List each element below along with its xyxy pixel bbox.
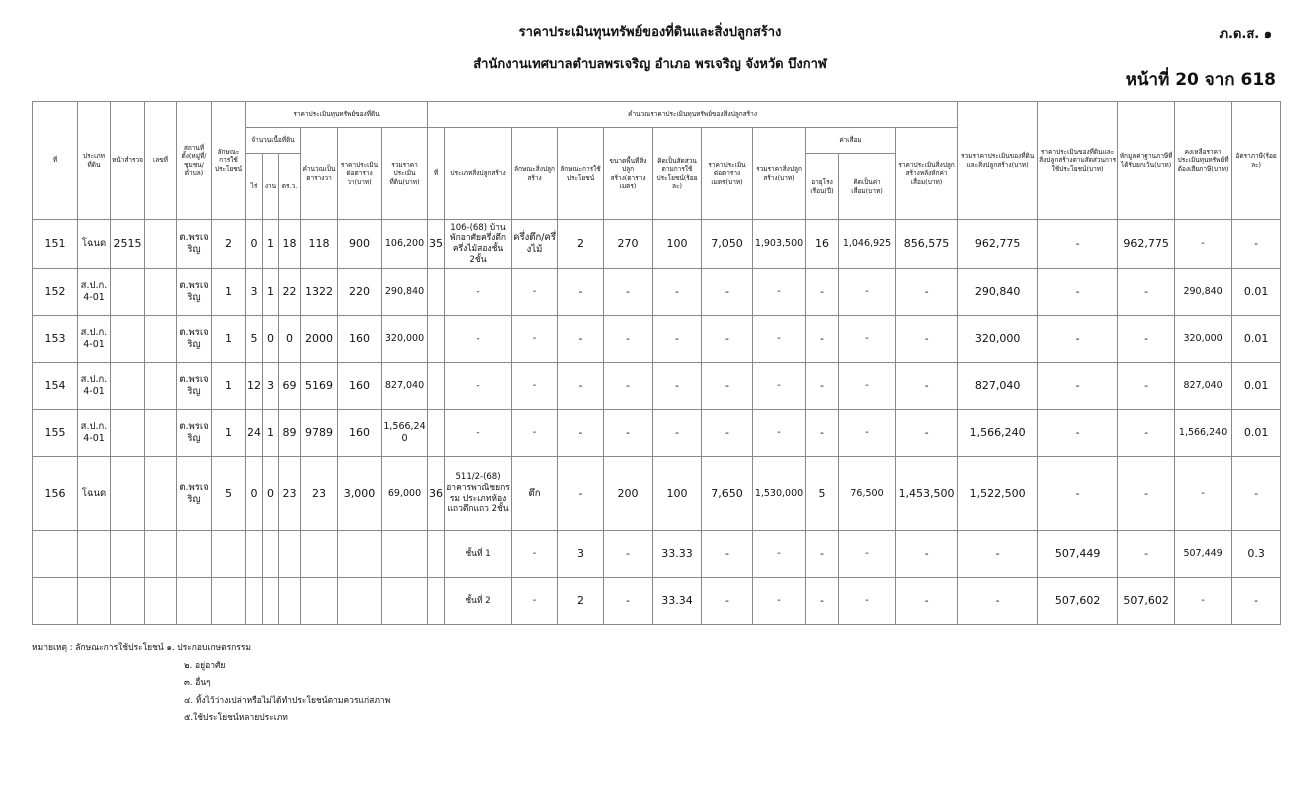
col-bldg-type: ประเภทสิ่งปลูกสร้าง [445,128,512,220]
cell-land-total: 106,200 [382,220,428,269]
cell-bldg-no [428,578,445,625]
cell-wah: 23 [279,457,301,531]
cell-wah [279,578,301,625]
cell-sum-total: 320,000 [958,316,1038,363]
cell-bldg-price-per: - [702,316,753,363]
cell-no [33,578,78,625]
cell-number [145,269,177,316]
cell-usage: 1 [212,316,246,363]
cell-age: - [806,363,839,410]
cell-bldg-price-per: 7,650 [702,457,753,531]
cell-bldg-type: ชั้นที่ 2 [445,578,512,625]
cell-sum-total: 827,040 [958,363,1038,410]
note-item: ๑. ประกอบเกษตรกรรม [166,643,252,653]
cell-ngan: 3 [263,363,279,410]
cell-survey-page [111,269,145,316]
cell-bldg-usage: 2 [558,220,604,269]
col-location: สถานที่ตั้ง(หมู่ที่/ชุมชน/ตำบล) [177,102,212,220]
cell-sum-total: 1,566,240 [958,410,1038,457]
form-code: ภ.ด.ส. ๑ [1219,27,1272,42]
cell-rai [246,531,263,578]
cell-tax-rate: - [1232,578,1281,625]
table-row [33,363,1281,410]
cell-bldg-after: - [896,410,958,457]
cell-bldg-size: - [604,316,653,363]
cell-bldg-usage: - [558,363,604,410]
cell-location: ต.พรเจริญ [177,269,212,316]
cell-bldg-no [428,269,445,316]
col-doc-type: ประเภทที่ดิน [78,102,111,220]
cell-bldg-pct: - [653,269,702,316]
cell-age: 5 [806,457,839,531]
cell-prop-value: - [1038,269,1118,316]
cell-rai: 5 [246,316,263,363]
cell-land-total: 290,840 [382,269,428,316]
area-group-header: จำนวนเนื้อที่ดิน [246,128,301,154]
cell-bldg-total: - [753,269,806,316]
cell-survey-page [111,316,145,363]
cell-bldg-char: - [512,363,558,410]
cell-rai: 0 [246,457,263,531]
land-group-header: ราคาประเมินทุนทรัพย์ของที่ดิน [246,102,428,128]
cell-survey-page [111,410,145,457]
cell-age: - [806,410,839,457]
cell-no: 156 [33,457,78,531]
cell-location: ต.พรเจริญ [177,363,212,410]
col-depr-amt: คิดเป็นค่าเสื่อม(บาท) [839,154,896,220]
cell-remaining: 320,000 [1175,316,1232,363]
cell-location: ต.พรเจริญ [177,410,212,457]
col-bldg-price-per: ราคาประเมินต่อตารางเมตร(บาท) [702,128,753,220]
cell-sqwah [301,578,338,625]
cell-bldg-price-per: - [702,363,753,410]
cell-deduction: - [1118,410,1175,457]
cell-depr-amt: - [839,410,896,457]
cell-ngan: 1 [263,220,279,269]
col-rai: ไร่ [246,154,263,220]
cell-bldg-usage: - [558,269,604,316]
cell-remaining: 827,040 [1175,363,1232,410]
cell-no: 154 [33,363,78,410]
note-item: ๓. อื่นๆ [184,678,211,688]
cell-no: 151 [33,220,78,269]
cell-rai [246,578,263,625]
col-sum-total: รวมราคาประเมินของที่ดินและสิ่งปลูกสร้าง(บาท) [958,102,1038,220]
cell-bldg-total: - [753,363,806,410]
cell-number [145,410,177,457]
col-deduction: หักมูลค่าฐานภาษีที่ได้รับยกเว้น(บาท) [1118,102,1175,220]
cell-bldg-size: - [604,531,653,578]
cell-bldg-type: - [445,316,512,363]
cell-bldg-char: - [512,316,558,363]
cell-bldg-pct: - [653,316,702,363]
header-title: ราคาประเมินทุนทรัพย์ของที่ดินและสิ่งปลูกสร้าง [518,25,782,40]
header-subtitle: สำนักงานเทศบาลตำบลพรเจริญ อำเภอ พรเจริญ จังหวัด บึงกาฬ [473,57,827,72]
table-row [33,578,1281,625]
cell-no [33,531,78,578]
col-bldg-size: ขนาดพื้นที่สิ่งปลูกสร้าง(ตารางเมตร) [604,128,653,220]
cell-bldg-total: - [753,578,806,625]
cell-land-total: 1,566,240 [382,410,428,457]
cell-depr-amt: - [839,316,896,363]
cell-depr-amt: 76,500 [839,457,896,531]
note-item: ๕.ใช้ประโยชน์หลายประเภท [184,713,288,723]
cell-bldg-total: - [753,531,806,578]
cell-bldg-after: - [896,578,958,625]
cell-land-total: 69,000 [382,457,428,531]
cell-bldg-char: - [512,578,558,625]
cell-bldg-total: 1,530,000 [753,457,806,531]
cell-survey-page: 2515 [111,220,145,269]
cell-depr-amt: 1,046,925 [839,220,896,269]
cell-bldg-after: - [896,269,958,316]
cell-usage: 1 [212,410,246,457]
cell-rai: 12 [246,363,263,410]
cell-sqwah: 5169 [301,363,338,410]
cell-land-price-per: 3,000 [338,457,382,531]
cell-tax-rate: 0.01 [1232,363,1281,410]
col-ngan: งาน [263,154,279,220]
cell-bldg-char: - [512,269,558,316]
cell-bldg-pct: 100 [653,220,702,269]
table-body [33,220,1281,625]
cell-doc-type: โฉนด [78,457,111,531]
cell-doc-type [78,578,111,625]
cell-bldg-pct: - [653,363,702,410]
col-age: อายุโรงเรือน(ปี) [806,154,839,220]
cell-sqwah: 9789 [301,410,338,457]
cell-bldg-char: ครึ่งตึก/ครึ่งไม้ [512,220,558,269]
cell-prop-value: - [1038,410,1118,457]
cell-number [145,457,177,531]
cell-bldg-no: 35 [428,220,445,269]
cell-ngan: 0 [263,316,279,363]
note-item: ๒. อยู่อาศัย [184,660,226,671]
cell-sqwah: 23 [301,457,338,531]
cell-deduction: - [1118,531,1175,578]
cell-usage: 2 [212,220,246,269]
cell-usage: 5 [212,457,246,531]
cell-doc-type [78,531,111,578]
cell-wah: 0 [279,316,301,363]
cell-depr-amt: - [839,531,896,578]
cell-survey-page [111,531,145,578]
cell-bldg-type: - [445,363,512,410]
cell-sum-total: 1,522,500 [958,457,1038,531]
cell-tax-rate: 0.01 [1232,269,1281,316]
cell-bldg-after: 1,453,500 [896,457,958,531]
cell-deduction: - [1118,316,1175,363]
cell-bldg-type: - [445,410,512,457]
cell-land-price-per: 160 [338,316,382,363]
assessment-table [32,101,1281,625]
cell-age: - [806,316,839,363]
col-survey-page: หน้าสำรวจ [111,102,145,220]
cell-ngan [263,578,279,625]
cell-location: ต.พรเจริญ [177,220,212,269]
cell-usage: 1 [212,363,246,410]
cell-location [177,578,212,625]
cell-sum-total: 962,775 [958,220,1038,269]
cell-doc-type: ส.ป.ก. 4-01 [78,410,111,457]
cell-bldg-pct: 33.34 [653,578,702,625]
cell-no: 152 [33,269,78,316]
cell-rai: 3 [246,269,263,316]
table-row [33,531,1281,578]
cell-bldg-size: 200 [604,457,653,531]
cell-number [145,363,177,410]
cell-bldg-usage: 2 [558,578,604,625]
cell-remaining: - [1175,578,1232,625]
cell-land-total [382,531,428,578]
cell-usage [212,578,246,625]
cell-remaining: 507,449 [1175,531,1232,578]
table-row [33,316,1281,363]
cell-bldg-after: 856,575 [896,220,958,269]
table-row [33,269,1281,316]
depreciation-group-header: ค่าเสื่อม [806,128,896,154]
building-group-header: คำนวณราคาประเมินทุนทรัพย์ของสิ่งปลูกสร้าง [428,102,958,128]
cell-bldg-no: 36 [428,457,445,531]
cell-bldg-pct: 100 [653,457,702,531]
cell-number [145,220,177,269]
cell-land-price-per [338,578,382,625]
cell-land-price-per: 160 [338,363,382,410]
cell-deduction: - [1118,363,1175,410]
col-bldg-usage: ลักษณะการใช้ประโยชน์ [558,128,604,220]
cell-bldg-type: - [445,269,512,316]
cell-land-price-per: 900 [338,220,382,269]
cell-bldg-price-per: - [702,269,753,316]
cell-doc-type: ส.ป.ก. 4-01 [78,363,111,410]
cell-depr-amt: - [839,363,896,410]
cell-bldg-price-per: 7,050 [702,220,753,269]
cell-doc-type: ส.ป.ก. 4-01 [78,316,111,363]
col-no: ที่ [33,102,78,220]
cell-bldg-total: - [753,410,806,457]
cell-sqwah: 2000 [301,316,338,363]
cell-location [177,531,212,578]
cell-ngan [263,531,279,578]
cell-land-price-per: 160 [338,410,382,457]
col-land-price-per: ราคาประเมินต่อตารางวา(บาท) [338,128,382,220]
cell-land-price-per [338,531,382,578]
cell-wah: 22 [279,269,301,316]
col-land-total: รวมราคาประเมินที่ดิน(บาท) [382,128,428,220]
cell-location: ต.พรเจริญ [177,457,212,531]
cell-bldg-type: 106-(68) บ้านพักอาศัยครึ่งตึกครึ่งไม้สองชั้น 2ชั้น [445,220,512,269]
cell-bldg-price-per: - [702,410,753,457]
cell-bldg-total: - [753,316,806,363]
cell-ngan: 1 [263,269,279,316]
cell-land-total: 320,000 [382,316,428,363]
cell-prop-value: - [1038,363,1118,410]
cell-number [145,578,177,625]
col-wah: ตร.ว. [279,154,301,220]
cell-bldg-type: 511/2-(68) อาคารพาณิชยกรรม ประเภทห้องแถวตึกแถว 2ชั้น [445,457,512,531]
cell-usage [212,531,246,578]
cell-prop-value: - [1038,316,1118,363]
col-remaining: คงเหลือราคาประเมินทุนทรัพย์ที่ต้องเสียภาษี(บาท) [1175,102,1232,220]
col-bldg-after: ราคาประเมินสิ่งปลูกสร้างหลังหักค่าเสื่อม(บาท) [896,128,958,220]
cell-bldg-usage: - [558,316,604,363]
cell-tax-rate: 0.01 [1232,316,1281,363]
cell-age: - [806,269,839,316]
cell-wah [279,531,301,578]
cell-remaining: - [1175,457,1232,531]
cell-no: 153 [33,316,78,363]
cell-deduction: - [1118,457,1175,531]
cell-remaining: 290,840 [1175,269,1232,316]
cell-bldg-usage: - [558,410,604,457]
cell-deduction: 507,602 [1118,578,1175,625]
cell-depr-amt: - [839,578,896,625]
cell-rai: 0 [246,220,263,269]
cell-sum-total: - [958,578,1038,625]
cell-age: - [806,578,839,625]
cell-survey-page [111,457,145,531]
cell-bldg-usage: 3 [558,531,604,578]
cell-bldg-after: - [896,316,958,363]
cell-sum-total: 290,840 [958,269,1038,316]
cell-prop-value: - [1038,220,1118,269]
cell-prop-value: 507,602 [1038,578,1118,625]
cell-survey-page [111,363,145,410]
cell-sqwah: 1322 [301,269,338,316]
cell-bldg-no [428,363,445,410]
cell-land-total: 827,040 [382,363,428,410]
cell-remaining: - [1175,220,1232,269]
cell-survey-page [111,578,145,625]
cell-sqwah: 118 [301,220,338,269]
cell-ngan: 1 [263,410,279,457]
cell-number [145,531,177,578]
cell-tax-rate: 0.3 [1232,531,1281,578]
cell-bldg-price-per: - [702,578,753,625]
cell-sum-total: - [958,531,1038,578]
cell-bldg-usage: - [558,457,604,531]
col-bldg-total: รวมราคาสิ่งปลูกสร้าง(บาท) [753,128,806,220]
notes-label: หมายเหตุ : ลักษณะการใช้ประโยชน์ [32,643,164,653]
notes-section [32,640,390,728]
cell-doc-type: ส.ป.ก. 4-01 [78,269,111,316]
cell-tax-rate: 0.01 [1232,410,1281,457]
cell-bldg-size: - [604,363,653,410]
cell-bldg-size: 270 [604,220,653,269]
cell-land-total [382,578,428,625]
cell-no: 155 [33,410,78,457]
cell-bldg-no [428,316,445,363]
cell-bldg-total: 1,903,500 [753,220,806,269]
cell-bldg-no [428,531,445,578]
cell-sqwah [301,531,338,578]
cell-bldg-price-per: - [702,531,753,578]
note-item: ๔. ทิ้งไว้ว่างเปล่าหรือไม่ได้ทำประโยชน์ตามควรแก่สภาพ [184,695,391,706]
table-row [33,410,1281,457]
cell-wah: 89 [279,410,301,457]
cell-bldg-char: ตึก [512,457,558,531]
cell-bldg-pct: 33.33 [653,531,702,578]
cell-age: 16 [806,220,839,269]
cell-bldg-size: - [604,410,653,457]
cell-tax-rate: - [1232,220,1281,269]
cell-bldg-size: - [604,578,653,625]
cell-bldg-type: ชั้นที่ 1 [445,531,512,578]
col-prop-value: ราคาประเมินของที่ดินและสิ่งปลูกสร้างตามสัดส่วนการใช้ประโยชน์(บาท) [1038,102,1118,220]
cell-bldg-size: - [604,269,653,316]
cell-deduction: 962,775 [1118,220,1175,269]
col-number: เลขที่ [145,102,177,220]
col-bldg-char: ลักษณะสิ่งปลูกสร้าง [512,128,558,220]
cell-usage: 1 [212,269,246,316]
col-bldg-pct: คิดเป็นสัดส่วนตามการใช้ประโยชน์(ร้อยละ) [653,128,702,220]
cell-deduction: - [1118,269,1175,316]
cell-age: - [806,531,839,578]
cell-prop-value: 507,449 [1038,531,1118,578]
cell-depr-amt: - [839,269,896,316]
table-row [33,220,1281,269]
cell-bldg-after: - [896,531,958,578]
cell-wah: 69 [279,363,301,410]
cell-bldg-pct: - [653,410,702,457]
col-sqwah: คำนวณเป็นตารางวา [301,128,338,220]
cell-doc-type: โฉนด [78,220,111,269]
col-bldg-no: ที่ [428,128,445,220]
cell-location: ต.พรเจริญ [177,316,212,363]
cell-tax-rate: - [1232,457,1281,531]
cell-bldg-after: - [896,363,958,410]
page-number: หน้าที่ 20 จาก 618 [1125,70,1276,90]
cell-bldg-char: - [512,531,558,578]
table-row [33,457,1281,531]
col-tax-rate: อัตราภาษี(ร้อยละ) [1232,102,1281,220]
cell-prop-value: - [1038,457,1118,531]
cell-ngan: 0 [263,457,279,531]
cell-rai: 24 [246,410,263,457]
cell-remaining: 1,566,240 [1175,410,1232,457]
cell-bldg-char: - [512,410,558,457]
col-usage: ลักษณะการใช้ประโยชน์ [212,102,246,220]
cell-wah: 18 [279,220,301,269]
cell-bldg-no [428,410,445,457]
cell-number [145,316,177,363]
cell-land-price-per: 220 [338,269,382,316]
